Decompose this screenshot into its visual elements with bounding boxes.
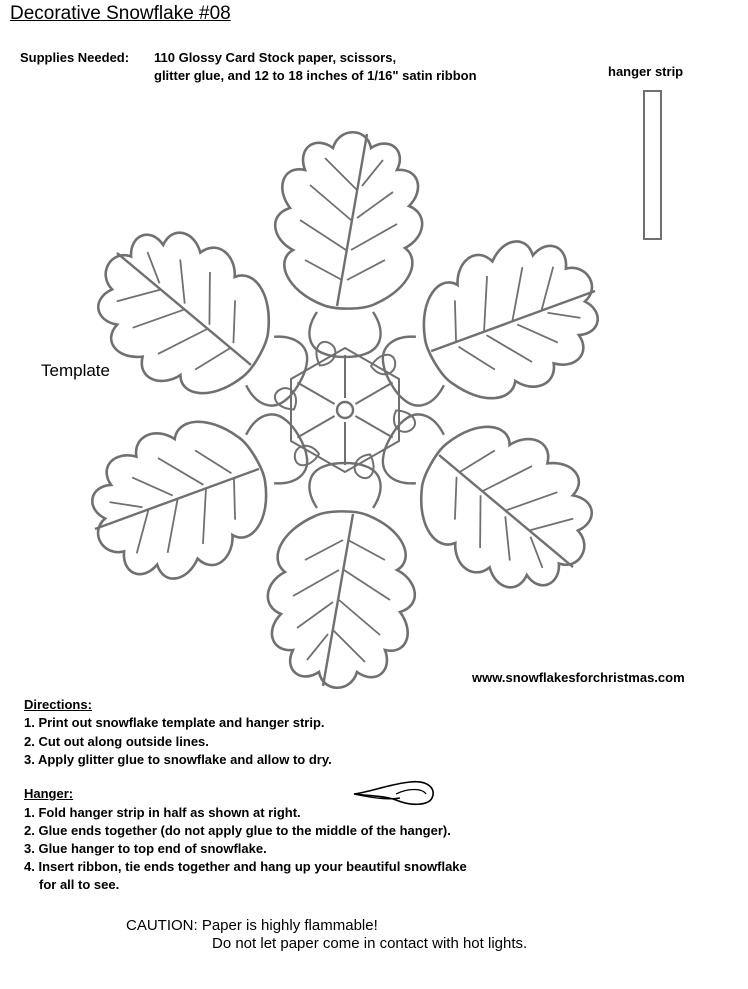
supplies-line-2: glitter glue, and 12 to 18 inches of 1/16" satin ribbon (154, 68, 477, 83)
supplies-line-1: 110 Glossy Card Stock paper, scissors, (154, 50, 397, 65)
hanger-step: 2. Glue ends together (do not apply glue to the middle of the hanger). (24, 823, 451, 838)
hanger-step: 1. Fold hanger strip in half as shown at right. (24, 805, 301, 820)
hanger-heading: Hanger: (24, 786, 74, 801)
page-title: Decorative Snowflake #08 (10, 3, 231, 24)
website-url: www.snowflakesforchristmas.com (472, 670, 685, 685)
directions-step: 1. Print out snowflake template and hanger strip. (24, 715, 325, 730)
hanger-step: 3. Glue hanger to top end of snowflake. (24, 841, 267, 856)
caution-line-2: Do not let paper come in contact with hot lights. (212, 935, 528, 952)
supplies-label: Supplies Needed: (20, 50, 130, 65)
snowflake-template (80, 125, 610, 695)
hanger-step: for all to see. (39, 877, 120, 892)
directions-heading: Directions: (24, 697, 92, 712)
caution-line-1: CAUTION: Paper is highly flammable! (126, 917, 378, 934)
hanger-step: 4. Insert ribbon, tie ends together and hang up your beautiful snowflake (24, 859, 467, 874)
directions-step: 2. Cut out along outside lines. (24, 734, 209, 749)
hanger-strip-label: hanger strip (608, 64, 684, 79)
template-label: Template (41, 361, 110, 380)
directions-step: 3. Apply glitter glue to snowflake and allow to dry. (24, 752, 332, 767)
hanger-strip-outline (643, 90, 662, 240)
folded-hanger-illustration (350, 778, 440, 810)
